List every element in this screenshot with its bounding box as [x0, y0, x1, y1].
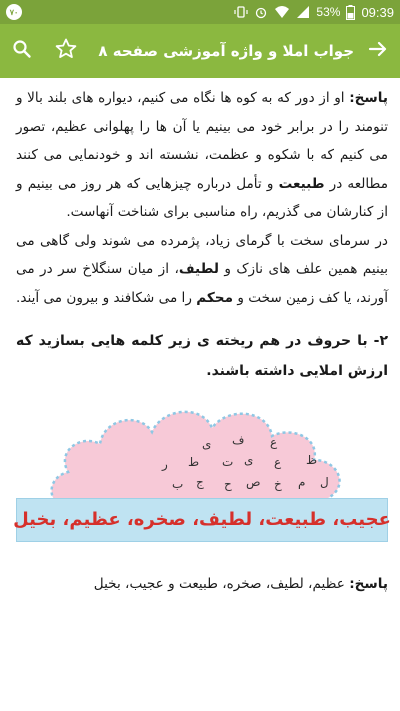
cloud-letter: ی [244, 453, 254, 467]
paragraph-text: را می شکافند و بیرون می آیند. [16, 289, 197, 306]
answer-words-banner: عجیب، طبیعت، لطیف، صخره، عظیم، بخیل [16, 498, 388, 542]
answer-text: و تأمل درباره چیزهایی که هر روز می بینیم و از کنارشان می گذریم، راه مناسبی برای شناخت آنهاست. [16, 175, 388, 220]
cloud-letter: ب [172, 477, 184, 491]
search-icon [12, 39, 32, 63]
cloud-letter: ط [188, 455, 200, 469]
cloud-letter: ج [196, 475, 204, 489]
status-left [6, 4, 22, 20]
wifi-icon [274, 5, 290, 19]
search-button[interactable] [0, 24, 44, 78]
bold-word: محکم [196, 289, 234, 306]
cloud-letter: ص [246, 475, 261, 489]
back-arrow-icon [368, 39, 388, 63]
cloud-letter: ح [224, 477, 232, 491]
alarm-icon [254, 5, 268, 19]
cloud-letter: ف [232, 433, 245, 447]
cloud-letter: ع [270, 435, 278, 449]
answer-text: عظیم، لطیف، صخره، طبیعت و عجیب، بخیل [93, 576, 350, 592]
answer-2-paragraph [16, 570, 388, 599]
cloud-letter: ع [274, 455, 282, 469]
cloud-letter: ی [202, 437, 212, 451]
status-bar [0, 0, 400, 24]
cloud-letter: ل [320, 475, 329, 489]
answer-text: او از دور که به کوه ها نگاه می کنیم، دیواره های بلند بالا و تنومند را در برابر خود می بینیم یا آن ها را پهلوانی عظیم، تصور می کنیم که با شکوه و عظمت، نشسته اند و خودنمایی می کنند مطالعه در [16, 90, 388, 192]
question-2: ۲- با حروف در هم ریخته ی زیر کلمه هایی بسازید که ارزش املایی داشته باشند. [16, 333, 388, 379]
signal-icon [296, 5, 310, 19]
answer-1-paragraph [16, 84, 388, 227]
favorite-button[interactable] [44, 24, 88, 78]
app-bar [0, 24, 400, 78]
cloud-letter: ت [222, 455, 234, 469]
star-icon [54, 37, 78, 65]
bold-word: طبیعت [278, 175, 325, 192]
battery-percent: 53% [316, 5, 341, 19]
status-right [234, 5, 394, 20]
answer-label: پاسخ: [349, 90, 388, 106]
app-notification-icon: ٧٠ [6, 4, 22, 20]
paragraph-text: در سرمای سخت با گرمای زیاد، پژمرده می شوند ولی گاهی می بینیم همین علف های نازک و [16, 232, 388, 277]
clock: 09:39 [361, 4, 394, 20]
article-content [0, 78, 400, 711]
letters-cloud-illustration [13, 398, 391, 558]
battery-icon [346, 5, 355, 20]
paragraph-2 [16, 227, 388, 313]
cloud-letter: م [298, 475, 306, 489]
cloud-letter: ر [162, 457, 168, 471]
page-title: جواب املا و واژه آموزشی صفحه ۸ [98, 42, 354, 60]
vibrate-icon [234, 5, 248, 19]
back-button[interactable] [356, 24, 400, 78]
cloud-letter: ظ [306, 453, 318, 467]
bold-word: لطیف [178, 261, 219, 277]
answer-label: پاسخ: [349, 576, 388, 592]
cloud-letter: خ [274, 477, 282, 491]
paragraph-text: ، از میان سنگلاخ سر در می آورند، یا کف زمین سخت و [16, 261, 388, 306]
